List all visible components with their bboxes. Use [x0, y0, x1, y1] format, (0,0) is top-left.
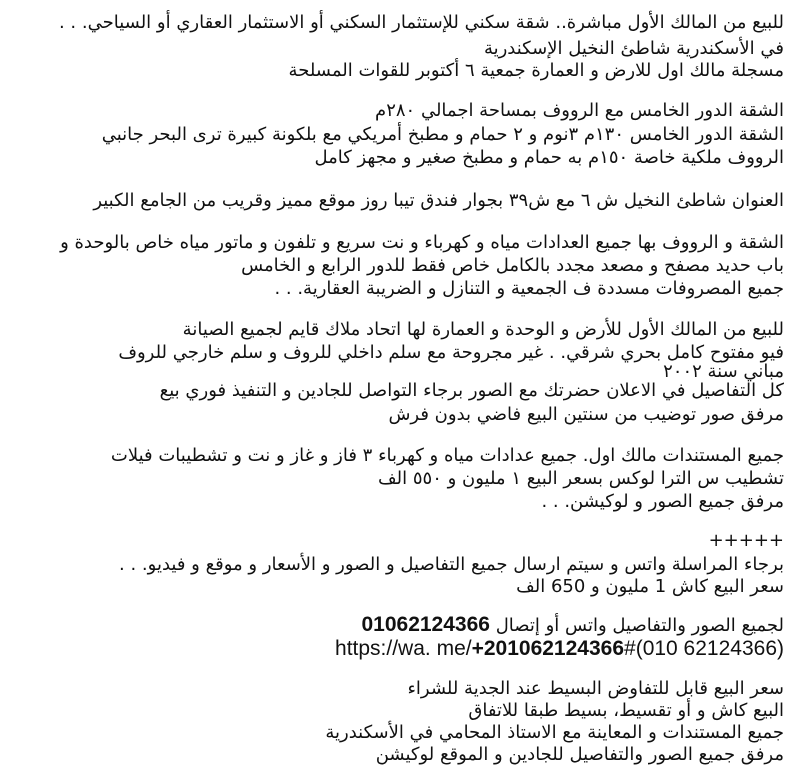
text-line: للبيع من المالك الأول للأرض و الوحدة و العمارة لها اتحاد ملاك قايم لجميع الصيانة	[182, 319, 784, 340]
text-line: كل التفاصيل في الاعلان حضرتك مع الصور برجاء التواصل للجادين و التنفيذ فوري بيع	[159, 380, 784, 401]
text-line: جميع المستندات و المعاينة مع الاستاذ المحامي في الأسكندرية	[325, 722, 784, 743]
text-line: الشقة الدور الخامس ١٣٠م ٣نوم و ٢ حمام و مطبخ أمريكي مع بلكونة كبيرة ترى البحر جانبي	[101, 124, 784, 145]
text-line: باب حديد مصفح و مصعد مجدد بالكامل خاص فقط للدور الرابع و الخامس	[241, 255, 784, 276]
text-line: جميع المصروفات مسددة ف الجمعية و التنازل و الضريبة العقارية. . .	[274, 278, 784, 299]
phone-number[interactable]: 01062124366	[361, 613, 490, 636]
whatsapp-link-line	[12, 636, 784, 662]
text-line: مرفق جميع الصور والتفاصيل للجادين و الموقع لوكيشن	[375, 744, 784, 765]
contact-line	[12, 612, 784, 638]
text-line: برجاء المراسلة واتس و سيتم ارسال جميع التفاصيل و الصور و الأسعار و موقع و فيديو. . .	[119, 554, 784, 575]
text-line: الشقة الدور الخامس مع الرووف بمساحة اجمالي ٢٨٠م	[375, 100, 784, 121]
text-line: جميع المستندات مالك اول. جميع عدادات مياه و كهرباء ٣ فاز و غاز و نت و تشطيبات فيلات	[110, 445, 784, 466]
text-line: سعر البيع قابل للتفاوض البسيط عند الجدية للشراء	[407, 678, 784, 699]
text-line: الرووف ملكية خاصة ١٥٠م به حمام و مطبخ صغير و مجهز كامل	[314, 147, 784, 168]
text-line: مرفق صور توضيب من سنتين البيع فاضي بدون فرش	[388, 404, 784, 425]
text-line: مباني سنة ٢٠٠٢	[663, 361, 784, 382]
text-line: فيو مفتوح كامل بحري شرقي. . غير مجروحة مع سلم داخلي للروف و سلم خارجي للروف	[118, 342, 784, 363]
text-line: +++++	[708, 530, 784, 551]
text-line: مرفق جميع الصور و لوكيشن. . .	[541, 491, 784, 512]
whatsapp-link[interactable]	[335, 637, 784, 660]
phone-number-alt: #(010 62124366)	[624, 637, 784, 660]
text-line: تشطيب س الترا لوكس بسعر البيع ١ مليون و ٥٥٠ الف	[378, 468, 784, 489]
text-line: العنوان شاطئ النخيل ش ٦ مع ش٣٩ بجوار فندق تيبا روز موقع مميز وقريب من الجامع الكبير	[93, 190, 784, 211]
text-line: في الأسكندرية شاطئ النخيل الإسكندرية	[483, 38, 784, 59]
text-line: مسجلة مالك اول للارض و العمارة جمعية ٦ أكتوبر للقوات المسلحة	[288, 60, 784, 81]
whatsapp-url[interactable]: https://wa. me/	[335, 637, 472, 660]
text-line: سعر البيع كاش 1 مليون و 650 الف	[516, 576, 784, 597]
text-line: البيع كاش و أو تقسيط، بسيط طبقا للاتفاق	[468, 700, 784, 721]
whatsapp-number[interactable]: +201062124366	[471, 637, 625, 660]
text-line: الشقة و الرووف بها جميع العدادات مياه و كهرباء و نت سريع و تلفون و ماتور مياه خاص بالوحدة و	[60, 232, 784, 253]
contact-label: لجميع الصور والتفاصيل واتس أو إتصال	[495, 615, 784, 636]
text-line: للبيع من المالك الأول مباشرة.. شقة سكني للإستثمار السكني أو الاستثمار العقاري أو السياحي. . .	[58, 12, 784, 33]
